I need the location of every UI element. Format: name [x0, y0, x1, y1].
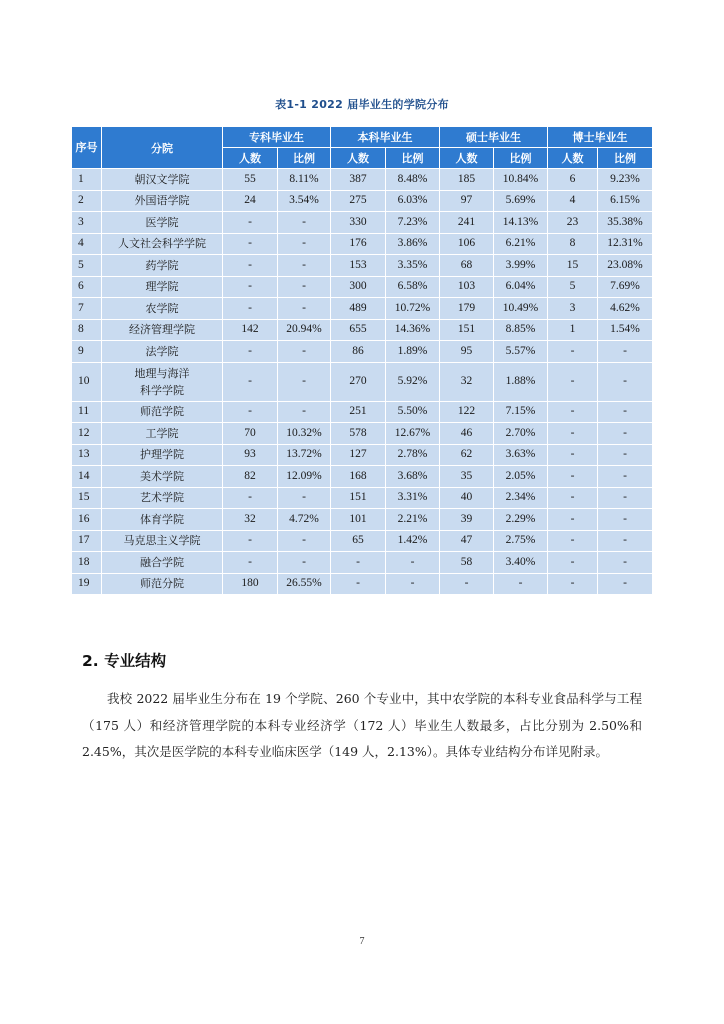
- cell-ratio: 2.05%: [494, 466, 548, 488]
- cell-ratio: 8.48%: [386, 169, 440, 191]
- cell-count: 127: [331, 444, 386, 466]
- cell-ratio: 35.38%: [598, 212, 653, 234]
- header-sub: 人数: [440, 148, 494, 169]
- table-row: [72, 190, 653, 212]
- row-college: 理学院: [102, 276, 223, 298]
- cell-count: -: [548, 552, 598, 574]
- table-row: [72, 509, 653, 531]
- cell-ratio: -: [278, 530, 331, 552]
- cell-count: 97: [440, 190, 494, 212]
- cell-ratio: 6.04%: [494, 276, 548, 298]
- cell-ratio: 14.36%: [386, 319, 440, 341]
- cell-count: -: [548, 573, 598, 595]
- header-sub: 人数: [548, 148, 598, 169]
- cell-ratio: 4.62%: [598, 298, 653, 320]
- cell-ratio: -: [598, 509, 653, 531]
- header-group-master: 硕士毕业生: [440, 127, 548, 148]
- cell-ratio: 3.99%: [494, 255, 548, 277]
- row-index: 4: [72, 233, 102, 255]
- cell-ratio: 5.50%: [386, 401, 440, 423]
- cell-ratio: 7.15%: [494, 401, 548, 423]
- table-row: [72, 298, 653, 320]
- row-index: 14: [72, 466, 102, 488]
- cell-count: -: [223, 487, 278, 509]
- cell-ratio: 3.40%: [494, 552, 548, 574]
- header-sub: 比例: [494, 148, 548, 169]
- cell-count: -: [223, 212, 278, 234]
- cell-count: 275: [331, 190, 386, 212]
- cell-count: 101: [331, 509, 386, 531]
- row-index: 6: [72, 276, 102, 298]
- header-sub: 比例: [598, 148, 653, 169]
- cell-count: 55: [223, 169, 278, 191]
- cell-ratio: -: [598, 552, 653, 574]
- cell-ratio: -: [598, 362, 653, 401]
- row-college: 法学院: [102, 341, 223, 363]
- header-sub: 人数: [223, 148, 278, 169]
- cell-ratio: 5.92%: [386, 362, 440, 401]
- row-index: 12: [72, 423, 102, 445]
- header-group-bachelor: 本科毕业生: [331, 127, 440, 148]
- header-group-associate: 专科毕业生: [223, 127, 331, 148]
- cell-count: 489: [331, 298, 386, 320]
- cell-ratio: 2.78%: [386, 444, 440, 466]
- table-row: [72, 466, 653, 488]
- cell-count: -: [223, 298, 278, 320]
- cell-ratio: 20.94%: [278, 319, 331, 341]
- row-index: 8: [72, 319, 102, 341]
- cell-count: 47: [440, 530, 494, 552]
- cell-ratio: 3.63%: [494, 444, 548, 466]
- cell-count: 106: [440, 233, 494, 255]
- cell-ratio: 10.72%: [386, 298, 440, 320]
- row-index: 1: [72, 169, 102, 191]
- row-college: 外国语学院: [102, 190, 223, 212]
- cell-count: 5: [548, 276, 598, 298]
- cell-ratio: 8.85%: [494, 319, 548, 341]
- cell-count: 6: [548, 169, 598, 191]
- cell-ratio: -: [598, 444, 653, 466]
- cell-ratio: 1.88%: [494, 362, 548, 401]
- cell-count: -: [223, 276, 278, 298]
- cell-count: -: [331, 573, 386, 595]
- cell-ratio: -: [598, 487, 653, 509]
- cell-count: 62: [440, 444, 494, 466]
- table-row: [72, 169, 653, 191]
- row-index: 19: [72, 573, 102, 595]
- cell-ratio: 2.34%: [494, 487, 548, 509]
- row-college: 药学院: [102, 255, 223, 277]
- row-index: 13: [72, 444, 102, 466]
- cell-count: 251: [331, 401, 386, 423]
- cell-count: 32: [223, 509, 278, 531]
- table-row: [72, 423, 653, 445]
- section-heading: 2. 专业结构: [82, 652, 167, 670]
- table-row: [72, 255, 653, 277]
- cell-ratio: -: [278, 362, 331, 401]
- cell-count: 86: [331, 341, 386, 363]
- cell-count: -: [548, 401, 598, 423]
- cell-ratio: 12.31%: [598, 233, 653, 255]
- cell-count: 4: [548, 190, 598, 212]
- row-index: 9: [72, 341, 102, 363]
- row-index: 3: [72, 212, 102, 234]
- table-row: [72, 401, 653, 423]
- cell-count: -: [223, 530, 278, 552]
- cell-count: -: [548, 362, 598, 401]
- row-college: 体育学院: [102, 509, 223, 531]
- row-college: 农学院: [102, 298, 223, 320]
- table-row: [72, 530, 653, 552]
- cell-ratio: -: [598, 573, 653, 595]
- row-college: 人文社会科学学院: [102, 233, 223, 255]
- row-index: 5: [72, 255, 102, 277]
- cell-count: 68: [440, 255, 494, 277]
- cell-ratio: 1.54%: [598, 319, 653, 341]
- cell-count: 65: [331, 530, 386, 552]
- cell-count: -: [548, 444, 598, 466]
- cell-count: 40: [440, 487, 494, 509]
- table-row: [72, 276, 653, 298]
- cell-count: 3: [548, 298, 598, 320]
- cell-ratio: -: [278, 487, 331, 509]
- cell-count: 39: [440, 509, 494, 531]
- cell-ratio: 10.84%: [494, 169, 548, 191]
- row-college: 工学院: [102, 423, 223, 445]
- header-group-doctor: 博士毕业生: [548, 127, 653, 148]
- cell-count: -: [331, 552, 386, 574]
- row-index: 2: [72, 190, 102, 212]
- cell-ratio: 13.72%: [278, 444, 331, 466]
- cell-count: 70: [223, 423, 278, 445]
- table-row: [72, 444, 653, 466]
- cell-count: -: [223, 255, 278, 277]
- cell-ratio: 6.03%: [386, 190, 440, 212]
- cell-count: 35: [440, 466, 494, 488]
- cell-ratio: 10.49%: [494, 298, 548, 320]
- cell-count: 46: [440, 423, 494, 445]
- cell-ratio: -: [278, 341, 331, 363]
- cell-count: 270: [331, 362, 386, 401]
- cell-count: -: [440, 573, 494, 595]
- row-index: 17: [72, 530, 102, 552]
- row-college: 地理与海洋科学学院: [102, 362, 223, 401]
- cell-ratio: -: [278, 298, 331, 320]
- cell-count: 151: [440, 319, 494, 341]
- cell-ratio: 2.75%: [494, 530, 548, 552]
- cell-ratio: 26.55%: [278, 573, 331, 595]
- row-college: 马克思主义学院: [102, 530, 223, 552]
- cell-count: 300: [331, 276, 386, 298]
- header-sub: 比例: [386, 148, 440, 169]
- row-college: 医学院: [102, 212, 223, 234]
- cell-ratio: 5.69%: [494, 190, 548, 212]
- cell-ratio: -: [598, 401, 653, 423]
- cell-count: 24: [223, 190, 278, 212]
- cell-ratio: 6.21%: [494, 233, 548, 255]
- cell-ratio: 10.32%: [278, 423, 331, 445]
- cell-count: 330: [331, 212, 386, 234]
- cell-count: 179: [440, 298, 494, 320]
- cell-ratio: 12.67%: [386, 423, 440, 445]
- table-caption: 表1-1 2022 届毕业生的学院分布: [275, 98, 449, 111]
- cell-ratio: -: [278, 552, 331, 574]
- cell-count: -: [223, 552, 278, 574]
- row-college: 经济管理学院: [102, 319, 223, 341]
- row-college: 融合学院: [102, 552, 223, 574]
- cell-ratio: 8.11%: [278, 169, 331, 191]
- cell-count: -: [548, 509, 598, 531]
- cell-count: 32: [440, 362, 494, 401]
- row-college: 美术学院: [102, 466, 223, 488]
- cell-ratio: 3.31%: [386, 487, 440, 509]
- row-index: 10: [72, 362, 102, 401]
- cell-count: -: [548, 466, 598, 488]
- cell-count: 1: [548, 319, 598, 341]
- table-row: [72, 552, 653, 574]
- cell-count: 387: [331, 169, 386, 191]
- header-college: 分院: [102, 127, 223, 169]
- table-row: [72, 319, 653, 341]
- table-row: [72, 233, 653, 255]
- cell-ratio: 6.15%: [598, 190, 653, 212]
- cell-count: -: [548, 487, 598, 509]
- cell-ratio: 3.68%: [386, 466, 440, 488]
- cell-count: 241: [440, 212, 494, 234]
- cell-ratio: -: [278, 212, 331, 234]
- row-college: 师范分院: [102, 573, 223, 595]
- table-row: [72, 362, 653, 401]
- cell-count: 180: [223, 573, 278, 595]
- cell-count: 23: [548, 212, 598, 234]
- table-row: [72, 487, 653, 509]
- cell-ratio: 1.42%: [386, 530, 440, 552]
- cell-count: -: [548, 341, 598, 363]
- cell-ratio: 3.35%: [386, 255, 440, 277]
- cell-count: -: [223, 362, 278, 401]
- cell-count: 103: [440, 276, 494, 298]
- college-distribution-table: [71, 126, 653, 595]
- cell-ratio: -: [386, 552, 440, 574]
- cell-ratio: 14.13%: [494, 212, 548, 234]
- table-row: [72, 212, 653, 234]
- cell-ratio: 7.23%: [386, 212, 440, 234]
- cell-count: 176: [331, 233, 386, 255]
- row-college: 朝汉文学院: [102, 169, 223, 191]
- cell-ratio: -: [494, 573, 548, 595]
- cell-count: 578: [331, 423, 386, 445]
- cell-count: 122: [440, 401, 494, 423]
- cell-ratio: -: [278, 233, 331, 255]
- cell-ratio: -: [278, 255, 331, 277]
- cell-ratio: -: [598, 423, 653, 445]
- cell-count: 655: [331, 319, 386, 341]
- cell-ratio: 12.09%: [278, 466, 331, 488]
- page-number: 7: [359, 936, 365, 947]
- row-college: 艺术学院: [102, 487, 223, 509]
- cell-count: 185: [440, 169, 494, 191]
- row-index: 7: [72, 298, 102, 320]
- row-index: 18: [72, 552, 102, 574]
- header-sub: 人数: [331, 148, 386, 169]
- table-row: [72, 341, 653, 363]
- cell-count: -: [223, 401, 278, 423]
- row-index: 15: [72, 487, 102, 509]
- cell-ratio: 7.69%: [598, 276, 653, 298]
- cell-ratio: -: [598, 530, 653, 552]
- cell-count: -: [548, 530, 598, 552]
- cell-count: 93: [223, 444, 278, 466]
- cell-count: 168: [331, 466, 386, 488]
- cell-count: 82: [223, 466, 278, 488]
- cell-ratio: -: [598, 341, 653, 363]
- cell-ratio: 1.89%: [386, 341, 440, 363]
- cell-ratio: 2.29%: [494, 509, 548, 531]
- cell-ratio: -: [598, 466, 653, 488]
- cell-count: -: [548, 423, 598, 445]
- cell-ratio: 5.57%: [494, 341, 548, 363]
- cell-ratio: -: [278, 401, 331, 423]
- cell-ratio: 3.54%: [278, 190, 331, 212]
- cell-ratio: 3.86%: [386, 233, 440, 255]
- row-index: 16: [72, 509, 102, 531]
- table-header-row-groups: [72, 127, 653, 148]
- cell-ratio: 4.72%: [278, 509, 331, 531]
- cell-count: -: [223, 233, 278, 255]
- body-paragraph: 我校 2022 届毕业生分布在 19 个学院、260 个专业中，其中农学院的本科专业食品科学与工程（175 人）和经济管理学院的本科专业经济学（172 人）毕业生人数最多，占比分别为 2.50%和 2.45%，其次是医学院的本科专业临床医学（149 人，2.13%）。具体专业结构分布详见附录。: [82, 691, 642, 759]
- cell-ratio: -: [386, 573, 440, 595]
- cell-count: 151: [331, 487, 386, 509]
- cell-ratio: 23.08%: [598, 255, 653, 277]
- cell-count: 153: [331, 255, 386, 277]
- header-index: 序号: [72, 127, 102, 169]
- row-college: 师范学院: [102, 401, 223, 423]
- cell-count: 142: [223, 319, 278, 341]
- row-index: 11: [72, 401, 102, 423]
- cell-count: -: [223, 341, 278, 363]
- cell-count: 15: [548, 255, 598, 277]
- row-college: 护理学院: [102, 444, 223, 466]
- cell-ratio: -: [278, 276, 331, 298]
- table-row: [72, 573, 653, 595]
- cell-ratio: 9.23%: [598, 169, 653, 191]
- cell-ratio: 2.21%: [386, 509, 440, 531]
- cell-count: 58: [440, 552, 494, 574]
- cell-count: 95: [440, 341, 494, 363]
- header-sub: 比例: [278, 148, 331, 169]
- cell-ratio: 6.58%: [386, 276, 440, 298]
- cell-ratio: 2.70%: [494, 423, 548, 445]
- cell-count: 8: [548, 233, 598, 255]
